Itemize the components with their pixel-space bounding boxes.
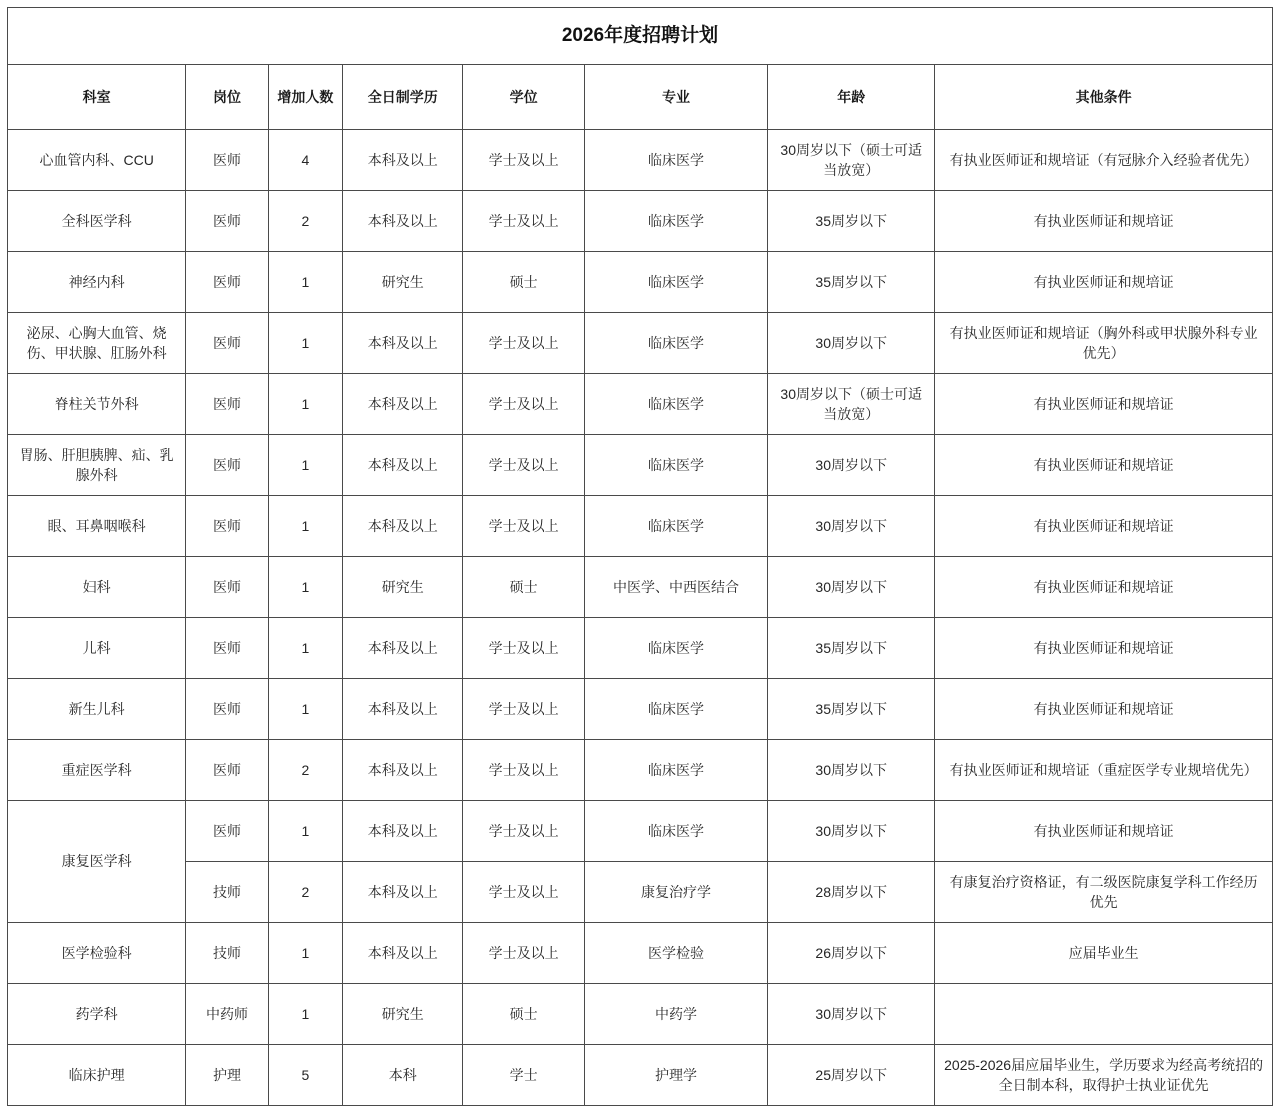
cell-dept: 儿科 (8, 618, 186, 679)
header-row (8, 65, 1273, 130)
cell-degree: 硕士 (463, 984, 584, 1045)
cell-dept: 重症医学科 (8, 740, 186, 801)
table-row (8, 679, 1273, 740)
cell-count: 2 (268, 740, 343, 801)
cell-post: 医师 (186, 191, 268, 252)
cell-count: 1 (268, 374, 343, 435)
cell-degree: 学士及以上 (463, 496, 584, 557)
cell-edu: 本科及以上 (343, 435, 463, 496)
cell-other: 有执业医师证和规培证 (935, 801, 1273, 862)
cell-age: 35周岁以下 (768, 618, 935, 679)
cell-dept: 眼、耳鼻咽喉科 (8, 496, 186, 557)
cell-count: 1 (268, 679, 343, 740)
cell-edu: 本科及以上 (343, 740, 463, 801)
cell-degree: 学士及以上 (463, 374, 584, 435)
cell-other: 有执业医师证和规培证（胸外科或甲状腺外科专业优先） (935, 313, 1273, 374)
cell-dept: 全科医学科 (8, 191, 186, 252)
cell-degree: 硕士 (463, 252, 584, 313)
cell-other: 有执业医师证和规培证 (935, 557, 1273, 618)
header-major: 专业 (584, 65, 767, 130)
table-row (8, 313, 1273, 374)
cell-dept: 药学科 (8, 984, 186, 1045)
cell-post: 技师 (186, 862, 268, 923)
table-row (8, 923, 1273, 984)
table-row (8, 618, 1273, 679)
cell-age: 30周岁以下 (768, 984, 935, 1045)
cell-dept: 临床护理 (8, 1045, 186, 1106)
cell-edu: 研究生 (343, 557, 463, 618)
cell-age: 35周岁以下 (768, 252, 935, 313)
table-row (8, 435, 1273, 496)
cell-age: 25周岁以下 (768, 1045, 935, 1106)
cell-edu: 本科及以上 (343, 618, 463, 679)
cell-degree: 学士及以上 (463, 618, 584, 679)
cell-count: 1 (268, 557, 343, 618)
cell-age: 30周岁以下 (768, 557, 935, 618)
cell-post: 医师 (186, 618, 268, 679)
cell-edu: 本科及以上 (343, 862, 463, 923)
cell-edu: 研究生 (343, 252, 463, 313)
cell-degree: 学士及以上 (463, 862, 584, 923)
cell-degree: 学士及以上 (463, 313, 584, 374)
cell-major: 康复治疗学 (584, 862, 767, 923)
cell-count: 4 (268, 130, 343, 191)
cell-major: 护理学 (584, 1045, 767, 1106)
cell-age: 35周岁以下 (768, 679, 935, 740)
header-count: 增加人数 (268, 65, 343, 130)
cell-other: 有执业医师证和规培证（重症医学专业规培优先） (935, 740, 1273, 801)
cell-post: 医师 (186, 435, 268, 496)
cell-edu: 本科及以上 (343, 679, 463, 740)
cell-major: 中医学、中西医结合 (584, 557, 767, 618)
recruitment-plan-table (7, 7, 1273, 1106)
cell-dept: 脊柱关节外科 (8, 374, 186, 435)
table-body (8, 130, 1273, 1106)
cell-other (935, 984, 1273, 1045)
cell-other: 有执业医师证和规培证（有冠脉介入经验者优先） (935, 130, 1273, 191)
table-row (8, 862, 1273, 923)
cell-count: 1 (268, 618, 343, 679)
cell-post: 医师 (186, 130, 268, 191)
cell-dept: 心血管内科、CCU (8, 130, 186, 191)
cell-degree: 学士及以上 (463, 130, 584, 191)
table-row (8, 130, 1273, 191)
cell-post: 医师 (186, 496, 268, 557)
cell-degree: 学士及以上 (463, 191, 584, 252)
cell-other: 有执业医师证和规培证 (935, 374, 1273, 435)
cell-post: 医师 (186, 313, 268, 374)
cell-count: 5 (268, 1045, 343, 1106)
cell-major: 临床医学 (584, 801, 767, 862)
cell-major: 临床医学 (584, 618, 767, 679)
cell-other: 应届毕业生 (935, 923, 1273, 984)
cell-dept: 康复医学科 (8, 801, 186, 923)
cell-other: 有执业医师证和规培证 (935, 252, 1273, 313)
cell-other: 2025-2026届应届毕业生，学历要求为经高考统招的全日制本科，取得护士执业证优先 (935, 1045, 1273, 1106)
cell-degree: 学士及以上 (463, 801, 584, 862)
cell-edu: 本科及以上 (343, 923, 463, 984)
cell-edu: 本科及以上 (343, 374, 463, 435)
cell-degree: 学士及以上 (463, 679, 584, 740)
cell-post: 医师 (186, 740, 268, 801)
cell-age: 30周岁以下 (768, 313, 935, 374)
cell-edu: 本科及以上 (343, 191, 463, 252)
cell-major: 临床医学 (584, 374, 767, 435)
cell-dept: 新生儿科 (8, 679, 186, 740)
cell-degree: 学士 (463, 1045, 584, 1106)
table-row (8, 496, 1273, 557)
table-row (8, 740, 1273, 801)
cell-major: 临床医学 (584, 740, 767, 801)
cell-edu: 研究生 (343, 984, 463, 1045)
title-row (8, 8, 1273, 65)
cell-other: 有执业医师证和规培证 (935, 435, 1273, 496)
cell-other: 有执业医师证和规培证 (935, 679, 1273, 740)
cell-count: 2 (268, 191, 343, 252)
header-dept: 科室 (8, 65, 186, 130)
cell-major: 临床医学 (584, 679, 767, 740)
table-row (8, 557, 1273, 618)
cell-edu: 本科及以上 (343, 801, 463, 862)
cell-degree: 学士及以上 (463, 923, 584, 984)
cell-other: 有执业医师证和规培证 (935, 496, 1273, 557)
header-edu: 全日制学历 (343, 65, 463, 130)
table-row (8, 374, 1273, 435)
header-post: 岗位 (186, 65, 268, 130)
header-age: 年龄 (768, 65, 935, 130)
cell-count: 1 (268, 984, 343, 1045)
cell-count: 1 (268, 923, 343, 984)
header-other: 其他条件 (935, 65, 1273, 130)
cell-age: 30周岁以下（硕士可适当放宽） (768, 130, 935, 191)
header-degree: 学位 (463, 65, 584, 130)
cell-post: 护理 (186, 1045, 268, 1106)
cell-post: 技师 (186, 923, 268, 984)
cell-age: 26周岁以下 (768, 923, 935, 984)
cell-other: 有执业医师证和规培证 (935, 618, 1273, 679)
table-row (8, 984, 1273, 1045)
cell-degree: 学士及以上 (463, 740, 584, 801)
cell-dept: 胃肠、肝胆胰脾、疝、乳腺外科 (8, 435, 186, 496)
cell-major: 医学检验 (584, 923, 767, 984)
cell-degree: 硕士 (463, 557, 584, 618)
cell-post: 医师 (186, 252, 268, 313)
cell-count: 1 (268, 801, 343, 862)
cell-age: 28周岁以下 (768, 862, 935, 923)
cell-major: 临床医学 (584, 496, 767, 557)
cell-major: 中药学 (584, 984, 767, 1045)
cell-age: 30周岁以下 (768, 740, 935, 801)
page-title: 2026年度招聘计划 (8, 8, 1273, 65)
cell-post: 医师 (186, 801, 268, 862)
cell-age: 35周岁以下 (768, 191, 935, 252)
cell-post: 中药师 (186, 984, 268, 1045)
cell-age: 30周岁以下（硕士可适当放宽） (768, 374, 935, 435)
table-row (8, 252, 1273, 313)
cell-post: 医师 (186, 679, 268, 740)
cell-post: 医师 (186, 374, 268, 435)
cell-dept: 泌尿、心胸大血管、烧伤、甲状腺、肛肠外科 (8, 313, 186, 374)
cell-other: 有执业医师证和规培证 (935, 191, 1273, 252)
cell-edu: 本科及以上 (343, 313, 463, 374)
cell-count: 1 (268, 496, 343, 557)
cell-count: 1 (268, 435, 343, 496)
cell-other: 有康复治疗资格证，有二级医院康复学科工作经历优先 (935, 862, 1273, 923)
cell-post: 医师 (186, 557, 268, 618)
cell-major: 临床医学 (584, 252, 767, 313)
cell-age: 30周岁以下 (768, 435, 935, 496)
cell-edu: 本科及以上 (343, 496, 463, 557)
cell-count: 1 (268, 252, 343, 313)
table-row (8, 801, 1273, 862)
cell-degree: 学士及以上 (463, 435, 584, 496)
cell-dept: 神经内科 (8, 252, 186, 313)
cell-age: 30周岁以下 (768, 801, 935, 862)
table-row (8, 191, 1273, 252)
cell-edu: 本科及以上 (343, 130, 463, 191)
cell-dept: 医学检验科 (8, 923, 186, 984)
cell-age: 30周岁以下 (768, 496, 935, 557)
cell-major: 临床医学 (584, 313, 767, 374)
cell-edu: 本科 (343, 1045, 463, 1106)
cell-count: 2 (268, 862, 343, 923)
cell-major: 临床医学 (584, 191, 767, 252)
cell-count: 1 (268, 313, 343, 374)
cell-major: 临床医学 (584, 435, 767, 496)
cell-dept: 妇科 (8, 557, 186, 618)
cell-major: 临床医学 (584, 130, 767, 191)
